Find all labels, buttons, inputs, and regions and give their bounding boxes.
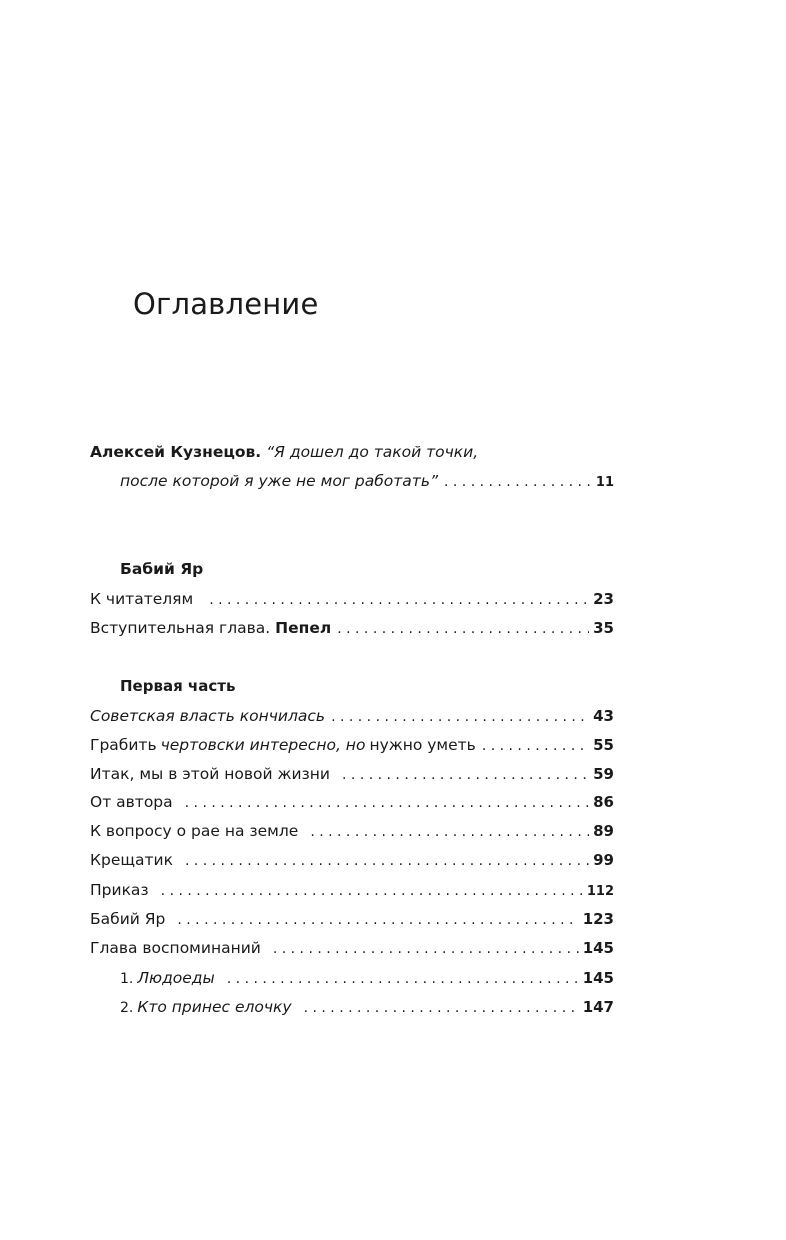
dot-leader: [310, 821, 589, 843]
entry-text: Приказ: [90, 881, 149, 899]
toc-subentry[interactable]: [120, 996, 614, 1018]
entry-text-bold: Пепел: [275, 619, 332, 637]
entry-text: Глава воспоминаний: [90, 939, 261, 957]
dot-leader: [444, 471, 592, 493]
toc-subentry[interactable]: [120, 967, 614, 989]
dot-leader: [342, 764, 589, 786]
entry-text: Крещатик: [90, 851, 173, 869]
toc-entry[interactable]: [90, 791, 614, 813]
dot-leader: [227, 968, 579, 990]
entry-text: К вопросу о рае на земле: [90, 822, 299, 840]
page-number: 123: [582, 910, 614, 928]
dot-leader: [304, 997, 579, 1019]
page-number: 99: [593, 851, 614, 869]
entry-text: Бабий Яр: [90, 910, 166, 928]
entry-text: нужно уметь: [369, 736, 476, 754]
page-number: 11: [595, 475, 614, 490]
page-number: 59: [593, 765, 614, 783]
intro-quote-line2: после которой я уже не мог работать”: [120, 472, 438, 490]
entry-text: К читателям: [90, 590, 194, 608]
page-number: 23: [593, 590, 614, 608]
entry-text: Кто принес елочку: [137, 998, 292, 1016]
dot-leader: [331, 706, 589, 728]
subentry-number: 1.: [120, 971, 134, 987]
toc-entry[interactable]: [90, 879, 614, 901]
toc-entry[interactable]: [90, 763, 614, 785]
toc-intro-line2[interactable]: [120, 470, 614, 492]
entry-text: Итак, мы в этой новой жизни: [90, 765, 331, 783]
entry-text-italic: чертовски интересно: [160, 736, 336, 754]
toc-entry[interactable]: [90, 705, 614, 727]
dot-leader: [185, 850, 589, 872]
toc-entry[interactable]: [90, 937, 614, 959]
dot-leader: [209, 589, 589, 611]
dot-leader: [185, 792, 589, 814]
intro-author: Алексей Кузнецов.: [90, 443, 262, 461]
dot-leader: [177, 909, 578, 931]
dot-leader: [161, 880, 583, 902]
section-heading: Бабий Яр: [120, 560, 204, 578]
entry-text: Людоеды: [137, 969, 215, 987]
entry-text-italic: , но: [335, 736, 366, 754]
toc-intro-line1[interactable]: [90, 441, 478, 463]
section-heading: Первая часть: [120, 677, 236, 695]
entry-text: Советская власть кончилась: [90, 707, 326, 725]
page-title: Оглавление: [133, 287, 319, 321]
dot-leader: [273, 938, 579, 960]
entry-text: Грабить: [90, 736, 157, 754]
page-number: 112: [586, 884, 614, 899]
subentry-number: 2.: [120, 1000, 134, 1016]
toc-entry[interactable]: [90, 734, 614, 756]
entry-text: Вступительная глава.: [90, 619, 271, 637]
page-number: 89: [593, 822, 614, 840]
page-number: 43: [593, 707, 614, 725]
dot-leader: [337, 618, 589, 640]
entry-text: От автора: [90, 793, 173, 811]
page-number: 147: [582, 998, 614, 1016]
toc-entry[interactable]: [90, 588, 614, 610]
toc-entry[interactable]: [90, 820, 614, 842]
toc-entry[interactable]: [90, 908, 614, 930]
page-number: 35: [593, 619, 614, 637]
page-number: 145: [582, 939, 614, 957]
dot-leader: [482, 735, 589, 757]
intro-quote-line1: “Я дошел до такой точки,: [266, 443, 479, 461]
page-number: 145: [582, 969, 614, 987]
toc-entry[interactable]: [90, 617, 614, 639]
page-number: 55: [593, 736, 614, 754]
page-number: 86: [593, 793, 614, 811]
toc-entry[interactable]: [90, 849, 614, 871]
